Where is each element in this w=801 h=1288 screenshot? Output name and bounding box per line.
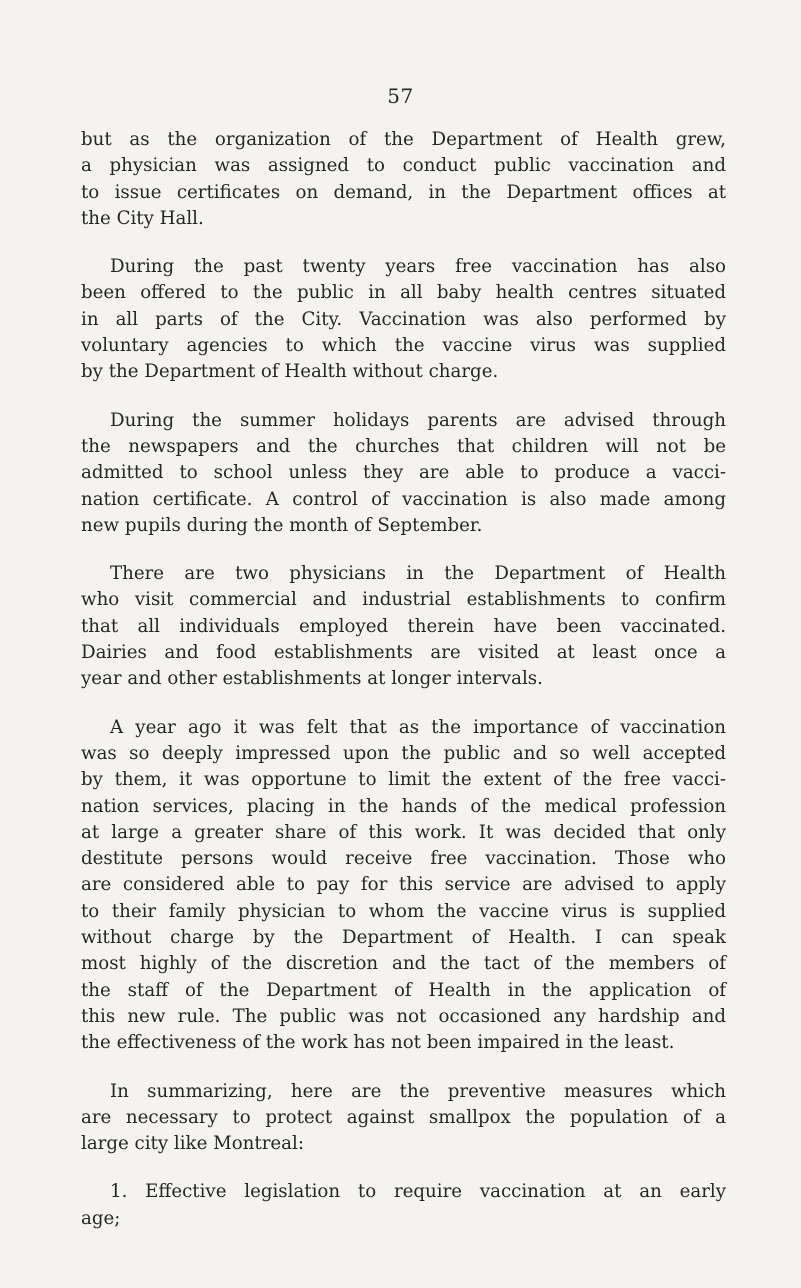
text-line: large city like Montreal: (81, 1133, 304, 1155)
text-line: most highly of the discretion and the tact of the members of (81, 953, 726, 975)
text-line: admitted to school unless they are able to produce a vacci- (81, 462, 726, 484)
text-line: in all parts of the City. Vaccination was also performed by (81, 308, 726, 330)
text-line: to issue certificates on demand, in the Department offices at (81, 181, 726, 203)
text-line: the staff of the Department of Health in the application of (81, 979, 726, 1001)
text-line: In summarizing, here are the preventive measures which (110, 1080, 726, 1102)
text-line: the newspapers and the churches that children will not be (81, 435, 726, 457)
text-line: 1. Effective legislation to require vaccination at an early (110, 1181, 726, 1203)
text-line: A year ago it was felt that as the importance of vaccination (110, 716, 726, 738)
text-line: year and other establishments at longer intervals. (81, 668, 543, 690)
text-line: nation certificate. A control of vaccination is also made among (81, 488, 726, 510)
page-number: 57 (387, 84, 414, 108)
text-line: nation services, placing in the hands of the medical profession (81, 795, 726, 817)
paragraph-5 (81, 715, 726, 1057)
paragraph-3 (81, 408, 726, 539)
text-line: are necessary to protect against smallpox the population of a (81, 1106, 726, 1128)
text-line: During the summer holidays parents are advised through (110, 409, 726, 431)
text-line: the effectiveness of the work has not been impaired in the least. (81, 1032, 675, 1054)
text-line: are considered able to pay for this service are advised to apply (81, 874, 726, 896)
text-line: that all individuals employed therein have been vaccinated. (81, 615, 726, 637)
text-line: but as the organization of the Department of Health grew, (81, 129, 726, 150)
text-line: new pupils during the month of September. (81, 514, 483, 536)
text-line: age; (81, 1207, 121, 1229)
text-line: voluntary agencies to which the vaccine virus was supplied (81, 335, 726, 357)
paragraph-4 (81, 561, 726, 692)
body-text (81, 127, 726, 1254)
text-line: who visit commercial and industrial establishments to confirm (81, 589, 726, 611)
paragraph-2 (81, 254, 726, 385)
text-line: been offered to the public in all baby health centres situated (81, 282, 726, 304)
text-line: by them, it was opportune to limit the extent of the free vacci- (81, 769, 726, 791)
text-line: destitute persons would receive free vaccination. Those who (81, 848, 726, 870)
text-line: at large a greater share of this work. It was decided that only (81, 821, 726, 843)
text-line: was so deeply impressed upon the public and so well accepted (81, 742, 726, 764)
text-line: by the Department of Health without charge. (81, 361, 499, 383)
list-item-1 (81, 1179, 726, 1232)
text-line: There are two physicians in the Department of Health (110, 563, 726, 585)
text-line: Dairies and food establishments are visited at least once a (81, 642, 726, 664)
text-line: During the past twenty years free vaccination has also (110, 256, 726, 278)
text-line: this new rule. The public was not occasioned any hardship and (81, 1005, 726, 1027)
text-line: to their family physician to whom the vaccine virus is supplied (81, 900, 726, 922)
text-line: a physician was assigned to conduct public vaccination and (81, 155, 726, 177)
paragraph-1 (81, 127, 726, 232)
text-line: the City Hall. (81, 207, 204, 229)
text-line: without charge by the Department of Health. I can speak (81, 927, 726, 949)
paragraph-6 (81, 1079, 726, 1158)
